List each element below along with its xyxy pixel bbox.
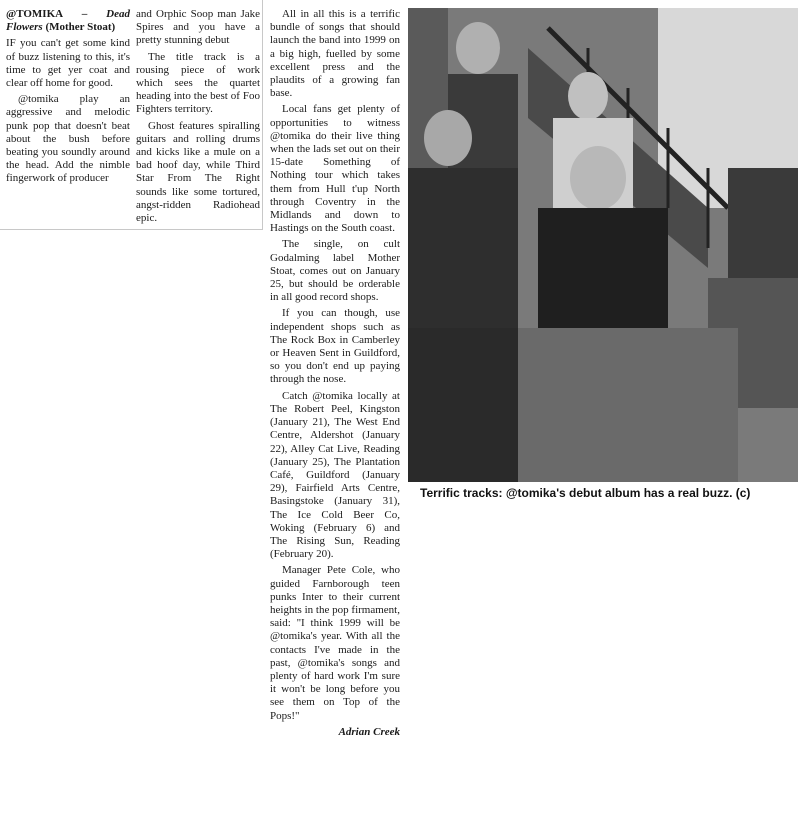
- band-photo: [408, 8, 798, 482]
- paragraph: and Orphic Soop man Jake Spires and you have a pretty stunning debut: [136, 8, 260, 47]
- paragraph: Local fans get plenty of opportunities to witness @tomika do their live thing when the lads set out on their 15-date Something of Nothing tour which takes them from Hull t'up North through Coventry in the Midlands and down to Hastings on the South coast.: [270, 103, 400, 235]
- column-three: [270, 8, 400, 739]
- byline: Adrian Creek: [338, 725, 400, 738]
- paragraph: The single, on cult Godalming label Mother Stoat, comes out on January 25, but should be orderable in all good record shops.: [270, 238, 400, 304]
- band-photo-illustration: [408, 8, 798, 482]
- paragraph: The title track is a rousing piece of work which sees the quartet heading into the best of Foo Fighters territory.: [136, 50, 260, 116]
- paragraph: @tomika play an aggressive and melodic punk pop that doesn't beat about the bush before beating you soundly around the head. Add the nimble fingerwork of producer: [6, 93, 130, 185]
- paragraph: Catch @tomika locally at The Robert Peel, Kingston (January 21), The West End Centre, Aldershot (January 22), Alley Cat Live, Reading (January 25), The Plantation Café, Guildford (January 29), Fairfield Arts Centre, Basingstoke (January 31), The Ice Cold Beer Co, Woking (February 6) and The Rising Sun, Reading (February 20).: [270, 389, 400, 561]
- column-two: [136, 8, 260, 228]
- column-one: [6, 8, 130, 189]
- paragraph: Manager Pete Cole, who guided Farnborough teen punks Inter to their current heights in the pop firmament, said: "I think 1999 will be @tomika's year. With all the contacts I've made in the past, @tomika's songs and plenty of hard work I'm sure it won't be long before you see them on Top of the Pops!": [270, 564, 400, 722]
- paragraph: All in all this is a terrific bundle of songs that should launch the band into 1999 on a big high, fuelled by some excellent press and the plaudits of a growing fan base.: [270, 8, 400, 100]
- headline-title: – Dead Flowers: [6, 8, 131, 34]
- headline-band: @TOMIKA: [6, 8, 64, 20]
- photo-caption: Terrific tracks: @tomika's debut album has a real buzz. (c): [420, 486, 751, 500]
- paragraph: Ghost features spiralling guitars and rolling drums and kicks like a mule on a bad hoof day, while Third Star From The Right sounds like some tortured, angst-ridden Radiohead epic.: [136, 119, 260, 225]
- headline-label: (Mother Stoat): [45, 21, 116, 34]
- headline: [6, 8, 130, 34]
- paragraph: IF you can't get some kind of buzz listening to this, it's time to get yer coat and clear off home for good.: [6, 37, 130, 90]
- paragraph: If you can though, use independent shops such as The Rock Box in Camberley or Heaven Sent in Guildford, so you don't end up paying through the nose.: [270, 307, 400, 386]
